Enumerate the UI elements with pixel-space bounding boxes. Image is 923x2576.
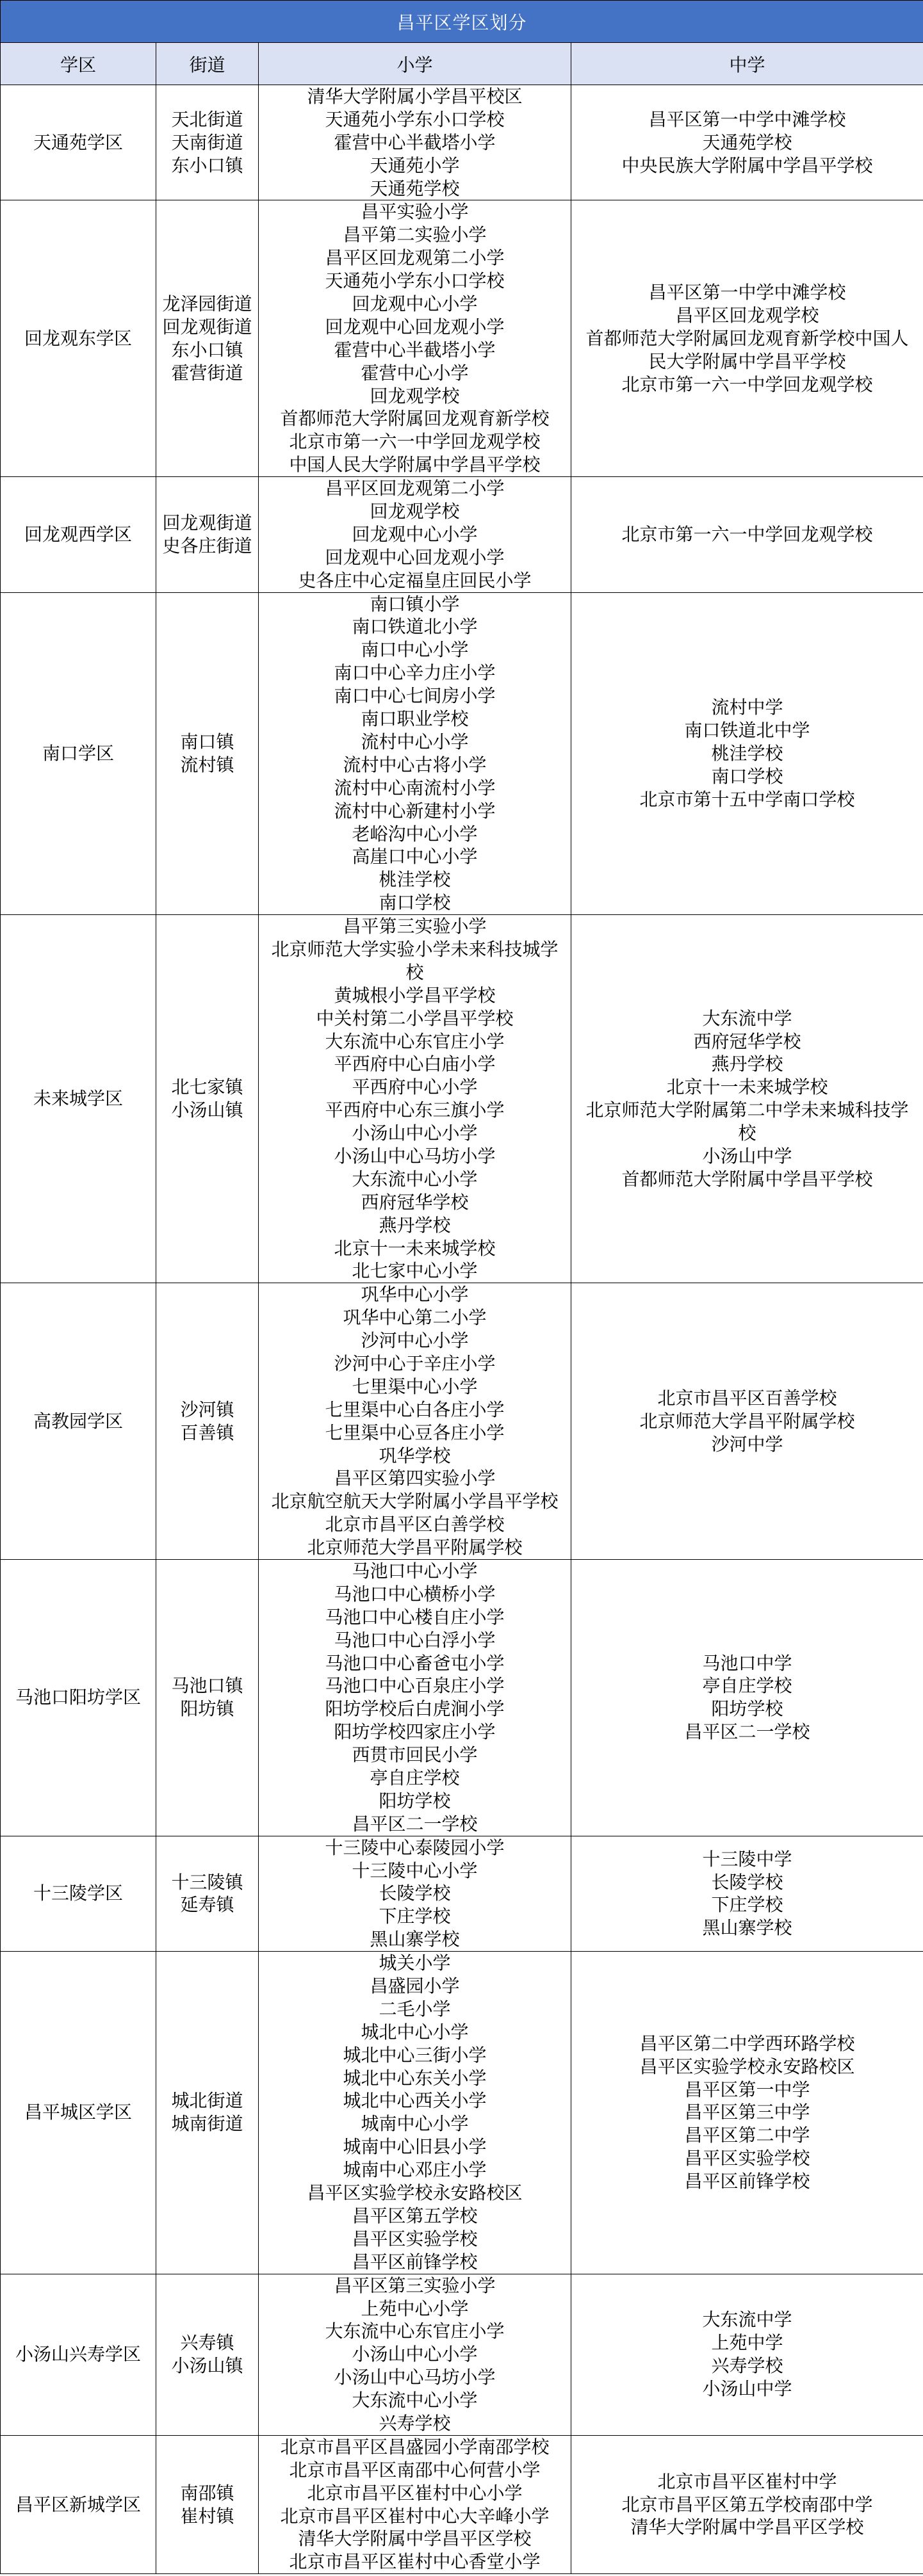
primary-school-name: 城关小学 — [379, 1952, 451, 1974]
primary-school-name: 昌平区前锋学校 — [352, 2251, 478, 2272]
street-name: 城北街道 — [171, 2090, 243, 2112]
primary-school-name: 北京市昌平区崔村中心小学 — [307, 2482, 523, 2504]
district-cell — [1, 477, 156, 592]
district-row — [1, 1836, 923, 1951]
primary-school-name: 首都师范大学附属回龙观育新学校 — [280, 408, 550, 430]
district-row — [1, 1560, 923, 1836]
street-cell — [156, 85, 259, 200]
street-cell — [156, 2435, 259, 2573]
district-name: 高教园学区 — [33, 1410, 123, 1432]
middle-school-name: 昌平区第一中学 — [684, 2078, 810, 2100]
primary-school-name: 阳坊学校 — [379, 1790, 451, 1811]
middle-schools-cell — [571, 200, 923, 477]
primary-school-name: 回龙观中心回龙观小学 — [325, 316, 505, 337]
column-header-district: 学区 — [1, 43, 156, 85]
primary-school-name: 黄城根小学昌平学校 — [334, 984, 496, 1006]
middle-school-name: 北京市第一六一中学回龙观学校 — [621, 373, 873, 395]
street-name: 兴寿镇 — [180, 2332, 234, 2354]
primary-school-name: 南口铁道北小学 — [352, 616, 478, 638]
district-cell — [1, 85, 156, 200]
primary-school-name: 老峪沟中心小学 — [352, 823, 478, 845]
middle-school-name: 大东流中学 — [702, 1007, 792, 1029]
primary-school-name: 北京市昌平区昌盛园小学南邵学校 — [280, 2436, 550, 2458]
middle-school-name: 清华大学附属中学昌平区学校 — [630, 2516, 864, 2538]
primary-school-name: 七里渠中心小学 — [352, 1375, 478, 1397]
street-name: 东小口镇 — [171, 154, 243, 176]
middle-school-name: 北京市第一六一中学回龙观学校 — [621, 523, 873, 545]
middle-school-name: 校 — [738, 1122, 756, 1144]
middle-schools-cell — [571, 2435, 923, 2573]
primary-school-name: 天通苑小学 — [370, 154, 460, 176]
primary-school-name: 中国人民大学附属中学昌平学校 — [289, 454, 541, 476]
primary-school-name: 昌盛园小学 — [370, 1975, 460, 1997]
middle-school-name: 天通苑学校 — [702, 131, 792, 153]
middle-school-name: 昌平区第二中学 — [684, 2125, 810, 2146]
street-cell — [156, 1560, 259, 1836]
primary-school-name: 南口中心七间房小学 — [334, 685, 496, 707]
middle-school-name: 昌平区回龙观学校 — [675, 304, 819, 326]
primary-school-name: 西贯市回民小学 — [352, 1744, 478, 1766]
street-cell — [156, 915, 259, 1283]
middle-school-name: 下庄学校 — [711, 1894, 783, 1916]
street-cell — [156, 592, 259, 914]
district-name: 马池口阳坊学区 — [15, 1687, 141, 1708]
street-name: 小汤山镇 — [171, 2355, 243, 2377]
district-row — [1, 2274, 923, 2435]
primary-school-name: 北七家中心小学 — [352, 1260, 478, 1282]
street-cell — [156, 1836, 259, 1951]
middle-schools-cell — [571, 915, 923, 1283]
primary-schools-cell — [259, 477, 571, 592]
primary-school-name: 城南中心邓庄小学 — [343, 2159, 487, 2181]
primary-school-name: 流村中心古将小学 — [343, 754, 487, 775]
column-header-middle: 中学 — [571, 43, 923, 85]
middle-school-name: 首都师范大学附属回龙观育新学校中国人 — [585, 327, 909, 349]
primary-school-name: 马池口中心畜爸屯小学 — [325, 1652, 505, 1674]
primary-school-name: 马池口中心楼自庄小学 — [325, 1606, 505, 1628]
primary-school-name: 阳坊学校四家庄小学 — [334, 1721, 496, 1743]
primary-school-name: 巩华中心小学 — [361, 1284, 469, 1306]
district-row — [1, 477, 923, 592]
primary-school-name: 回龙观中心小学 — [352, 293, 478, 315]
district-row — [1, 1952, 923, 2274]
primary-school-name: 回龙观中心回龙观小学 — [325, 546, 505, 568]
middle-school-name: 昌平区前锋学校 — [684, 2171, 810, 2192]
primary-school-name: 马池口中心百泉庄小学 — [325, 1675, 505, 1697]
primary-school-name: 霍营中心半截塔小学 — [334, 131, 496, 153]
primary-school-name: 长陵学校 — [379, 1883, 451, 1904]
middle-school-name: 北京十一未来城学校 — [666, 1076, 828, 1098]
district-name: 十三陵学区 — [33, 1883, 123, 1904]
primary-schools-cell — [259, 1836, 571, 1951]
middle-school-name: 南口学校 — [711, 765, 783, 787]
middle-schools-cell — [571, 1283, 923, 1560]
primary-school-name: 上苑中心小学 — [361, 2297, 469, 2319]
primary-school-name: 昌平区二一学校 — [352, 1813, 478, 1835]
primary-school-name: 流村中心新建村小学 — [334, 800, 496, 822]
middle-school-name: 十三陵中学 — [702, 1848, 792, 1870]
column-header-primary: 小学 — [259, 43, 571, 85]
primary-school-name: 南口学校 — [379, 892, 451, 914]
street-name: 南口镇 — [180, 731, 234, 752]
primary-school-name: 昌平区回龙观第二小学 — [325, 478, 505, 499]
district-row — [1, 2435, 923, 2573]
primary-school-name: 二毛小学 — [379, 1998, 451, 2020]
middle-school-name: 西府冠华学校 — [693, 1030, 801, 1052]
district-cell — [1, 200, 156, 477]
primary-schools-cell — [259, 1283, 571, 1560]
middle-school-name: 上苑中学 — [711, 2332, 783, 2354]
primary-school-name: 流村中心南流村小学 — [334, 777, 496, 798]
middle-schools-cell — [571, 477, 923, 592]
street-name: 北七家镇 — [171, 1076, 243, 1098]
street-cell — [156, 1952, 259, 2274]
primary-schools-cell — [259, 1952, 571, 2274]
street-name: 东小口镇 — [171, 339, 243, 360]
primary-school-name: 北京师范大学实验小学未来科技城学 — [271, 938, 559, 960]
primary-schools-cell — [259, 200, 571, 477]
middle-school-name: 昌平区二一学校 — [684, 1721, 810, 1743]
street-cell — [156, 200, 259, 477]
primary-school-name: 西府冠华学校 — [361, 1191, 469, 1213]
table-head — [1, 1, 923, 85]
district-cell — [1, 592, 156, 914]
primary-school-name: 北京师范大学昌平附属学校 — [307, 1537, 523, 1559]
street-name: 天北街道 — [171, 108, 243, 130]
primary-school-name: 昌平区回龙观第二小学 — [325, 247, 505, 269]
district-name: 昌平城区学区 — [24, 2102, 132, 2123]
primary-school-name: 七里渠中心白各庄小学 — [325, 1398, 505, 1420]
primary-school-name: 下庄学校 — [379, 1906, 451, 1927]
district-name: 回龙观东学区 — [24, 327, 132, 349]
primary-school-name: 七里渠中心豆各庄小学 — [325, 1422, 505, 1443]
street-name: 南邵镇 — [180, 2482, 234, 2504]
middle-school-name: 流村中学 — [711, 697, 783, 718]
primary-school-name: 北京市昌平区南邵中心何营小学 — [289, 2459, 541, 2481]
street-name: 霍营街道 — [171, 362, 243, 384]
district-name: 昌平区新城学区 — [15, 2493, 141, 2515]
primary-school-name: 天通苑小学东小口学校 — [325, 108, 505, 130]
district-cell — [1, 1836, 156, 1951]
primary-school-name: 回龙观学校 — [370, 501, 460, 522]
primary-school-name: 城北中心小学 — [361, 2021, 469, 2043]
primary-school-name: 南口职业学校 — [361, 708, 469, 730]
district-cell — [1, 2274, 156, 2435]
district-name: 天通苑学区 — [33, 131, 123, 153]
primary-school-name: 昌平区实验学校永安路校区 — [307, 2182, 523, 2204]
street-name: 崔村镇 — [180, 2505, 234, 2527]
primary-school-name: 天通苑小学东小口学校 — [325, 270, 505, 292]
district-row — [1, 200, 923, 477]
district-cell — [1, 1952, 156, 2274]
primary-school-name: 回龙观中心小学 — [352, 523, 478, 545]
primary-school-name: 十三陵中心泰陵园小学 — [325, 1836, 505, 1858]
middle-school-name: 昌平区实验学校 — [684, 2148, 810, 2169]
district-name: 回龙观西学区 — [24, 523, 132, 545]
middle-school-name: 北京市第十五中学南口学校 — [639, 788, 855, 810]
primary-school-name: 城南中心旧县小学 — [343, 2136, 487, 2158]
district-cell — [1, 2435, 156, 2573]
middle-schools-cell — [571, 85, 923, 200]
table-title: 昌平区学区划分 — [1, 1, 923, 43]
middle-schools-cell — [571, 592, 923, 914]
column-header-street: 街道 — [156, 43, 259, 85]
middle-school-name: 昌平区第二中学西环路学校 — [639, 2032, 855, 2054]
primary-school-name: 霍营中心小学 — [361, 362, 469, 384]
street-name: 延寿镇 — [180, 1894, 234, 1916]
street-name: 城南街道 — [171, 2113, 243, 2135]
middle-schools-cell — [571, 2274, 923, 2435]
district-name: 小汤山兴寿学区 — [15, 2344, 141, 2365]
primary-school-name: 亭自庄学校 — [370, 1767, 460, 1789]
primary-school-name: 大东流中心小学 — [352, 2390, 478, 2411]
primary-school-name: 兴寿学校 — [379, 2412, 451, 2434]
primary-schools-cell — [259, 2435, 571, 2573]
primary-school-name: 大东流中心小学 — [352, 1168, 478, 1190]
middle-school-name: 黑山寨学校 — [702, 1917, 792, 1939]
primary-school-name: 城北中心西关小学 — [343, 2090, 487, 2112]
middle-school-name: 北京市昌平区崔村中学 — [657, 2470, 837, 2492]
primary-school-name: 平西府中心白庙小学 — [334, 1053, 496, 1075]
street-name: 百善镇 — [180, 1422, 234, 1443]
table-body — [1, 85, 923, 2574]
district-row — [1, 1283, 923, 1560]
middle-school-name: 中央民族大学附属中学昌平学校 — [621, 154, 873, 176]
primary-school-name: 昌平第三实验小学 — [343, 916, 487, 937]
middle-schools-cell — [571, 1560, 923, 1836]
primary-school-name: 燕丹学校 — [379, 1214, 451, 1236]
primary-school-name: 小汤山中心小学 — [352, 2344, 478, 2365]
middle-school-name: 马池口中学 — [702, 1652, 792, 1674]
primary-school-name: 昌平区实验学校 — [352, 2228, 478, 2249]
primary-school-name: 北京十一未来城学校 — [334, 1237, 496, 1259]
primary-school-name: 昌平区第四实验小学 — [334, 1468, 496, 1489]
middle-schools-cell — [571, 1952, 923, 2274]
primary-school-name: 史各庄中心定福皇庄回民小学 — [298, 569, 532, 591]
primary-schools-cell — [259, 1560, 571, 1836]
primary-school-name: 霍营中心半截塔小学 — [334, 339, 496, 360]
street-name: 十三陵镇 — [171, 1871, 243, 1893]
middle-school-name: 小汤山中学 — [702, 1145, 792, 1167]
street-cell — [156, 2274, 259, 2435]
primary-school-name: 昌平第二实验小学 — [343, 224, 487, 246]
primary-school-name: 北京市昌平区崔村中心大辛峰小学 — [280, 2505, 550, 2527]
middle-school-name: 昌平区第三中学 — [684, 2102, 810, 2123]
street-name: 史各庄街道 — [162, 535, 252, 556]
primary-school-name: 回龙观学校 — [370, 385, 460, 407]
primary-school-name: 流村中心小学 — [361, 731, 469, 752]
district-name: 南口学区 — [42, 742, 114, 764]
primary-school-name: 马池口中心白浮小学 — [334, 1629, 496, 1651]
middle-school-name: 首都师范大学附属中学昌平学校 — [621, 1168, 873, 1190]
middle-school-name: 昌平区第一中学中滩学校 — [648, 108, 846, 130]
primary-school-name: 南口中心辛力庄小学 — [334, 662, 496, 684]
street-name: 回龙观街道 — [162, 316, 252, 337]
primary-school-name: 巩华中心第二小学 — [343, 1307, 487, 1329]
street-cell — [156, 1283, 259, 1560]
street-cell — [156, 477, 259, 592]
primary-school-name: 十三陵中心小学 — [352, 1859, 478, 1881]
primary-school-name: 阳坊学校后白虎涧小学 — [325, 1698, 505, 1720]
primary-school-name: 平西府中心小学 — [352, 1076, 478, 1098]
district-cell — [1, 1283, 156, 1560]
primary-school-name: 昌平区第三实验小学 — [334, 2274, 496, 2296]
street-name: 回龙观街道 — [162, 512, 252, 533]
primary-school-name: 沙河中心小学 — [361, 1330, 469, 1352]
middle-school-name: 阳坊学校 — [711, 1698, 783, 1720]
street-name: 马池口镇 — [171, 1675, 243, 1697]
middle-school-name: 小汤山中学 — [702, 2378, 792, 2400]
primary-school-name: 北京市第一六一中学回龙观学校 — [289, 431, 541, 453]
middle-schools-cell — [571, 1836, 923, 1951]
primary-school-name: 天通苑学校 — [370, 177, 460, 199]
middle-school-name: 北京市昌平区百善学校 — [657, 1387, 837, 1409]
district-row — [1, 592, 923, 914]
district-name: 未来城学区 — [33, 1088, 123, 1110]
primary-school-name: 北京市昌平区崔村中心香堂小学 — [289, 2551, 541, 2573]
street-name: 阳坊镇 — [180, 1698, 234, 1720]
primary-school-name: 北京市昌平区白善学校 — [325, 1514, 505, 1535]
primary-school-name: 小汤山中心马坊小学 — [334, 2367, 496, 2388]
primary-school-name: 昌平实验小学 — [361, 201, 469, 223]
primary-school-name: 马池口中心小学 — [352, 1560, 478, 1582]
primary-schools-cell — [259, 85, 571, 200]
primary-school-name: 大东流中心东官庄小学 — [325, 1030, 505, 1052]
primary-school-name: 沙河中心于辛庄小学 — [334, 1352, 496, 1374]
primary-school-name: 马池口中心横桥小学 — [334, 1583, 496, 1605]
primary-school-name: 中关村第二小学昌平学校 — [316, 1007, 514, 1029]
middle-school-name: 桃洼学校 — [711, 742, 783, 764]
primary-school-name: 清华大学附属中学昌平区学校 — [298, 2528, 532, 2550]
primary-school-name: 南口镇小学 — [370, 593, 460, 615]
district-cell — [1, 1560, 156, 1836]
district-row — [1, 85, 923, 200]
primary-school-name: 大东流中心东官庄小学 — [325, 2321, 505, 2342]
primary-school-name: 桃洼学校 — [379, 869, 451, 891]
middle-school-name: 亭自庄学校 — [702, 1675, 792, 1697]
middle-school-name: 大东流中学 — [702, 2309, 792, 2331]
street-name: 天南街道 — [171, 131, 243, 153]
primary-schools-cell — [259, 592, 571, 914]
primary-school-name: 校 — [405, 961, 424, 983]
middle-school-name: 昌平区第一中学中滩学校 — [648, 282, 846, 304]
primary-school-name: 高崖口中心小学 — [352, 846, 478, 868]
primary-schools-cell — [259, 915, 571, 1283]
primary-school-name: 清华大学附属小学昌平校区 — [307, 86, 523, 107]
middle-school-name: 民大学附属中学昌平学校 — [648, 350, 846, 372]
primary-school-name: 城北中心东关小学 — [343, 2067, 487, 2089]
title-row — [1, 1, 923, 43]
middle-school-name: 兴寿学校 — [711, 2355, 783, 2377]
primary-school-name: 昌平区第五学校 — [352, 2205, 478, 2226]
middle-school-name: 北京师范大学昌平附属学校 — [639, 1410, 855, 1432]
primary-school-name: 小汤山中心马坊小学 — [334, 1145, 496, 1167]
primary-school-name: 北京航空航天大学附属小学昌平学校 — [271, 1491, 559, 1512]
primary-school-name: 城南中心小学 — [361, 2113, 469, 2135]
middle-school-name: 北京师范大学附属第二中学未来城科技学 — [585, 1099, 909, 1121]
middle-school-name: 昌平区实验学校永安路校区 — [639, 2055, 855, 2077]
middle-school-name: 沙河中学 — [711, 1433, 783, 1455]
primary-school-name: 城北中心三街小学 — [343, 2044, 487, 2066]
primary-school-name: 小汤山中心小学 — [352, 1122, 478, 1144]
middle-school-name: 北京市昌平区第五学校南邵中学 — [621, 2493, 873, 2515]
middle-school-name: 长陵学校 — [711, 1871, 783, 1893]
primary-school-name: 巩华学校 — [379, 1445, 451, 1466]
primary-school-name: 平西府中心东三旗小学 — [325, 1099, 505, 1121]
district-row — [1, 915, 923, 1283]
primary-school-name: 黑山寨学校 — [370, 1929, 460, 1950]
primary-school-name: 南口中心小学 — [361, 639, 469, 661]
middle-school-name: 南口铁道北中学 — [684, 719, 810, 741]
street-name: 沙河镇 — [180, 1398, 234, 1420]
column-header-row — [1, 43, 923, 85]
middle-school-name: 燕丹学校 — [711, 1053, 783, 1075]
street-name: 小汤山镇 — [171, 1099, 243, 1121]
district-cell — [1, 915, 156, 1283]
street-name: 流村镇 — [180, 754, 234, 775]
street-name: 龙泽园街道 — [162, 293, 252, 315]
primary-schools-cell — [259, 2274, 571, 2435]
